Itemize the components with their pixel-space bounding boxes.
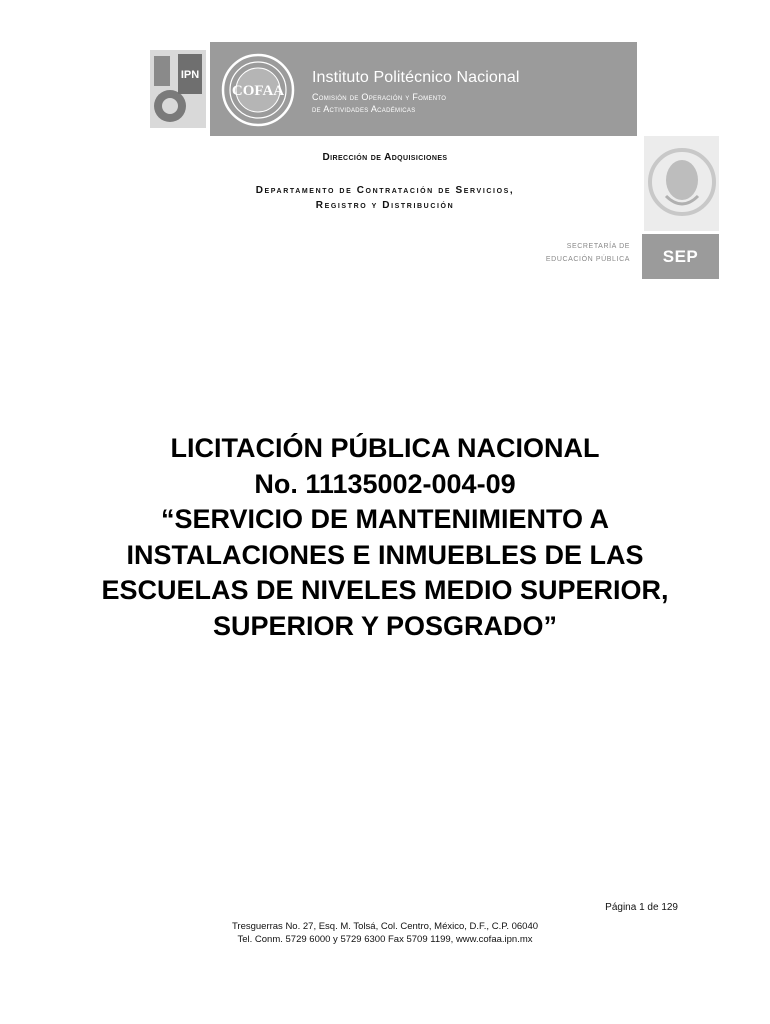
title-line-2: No. 11135002-004-09 <box>254 468 516 499</box>
title-line-4: INSTALACIONES E INMUEBLES DE LAS <box>126 539 644 570</box>
direction-heading: Dirección de Adquisiciones <box>322 152 448 163</box>
svg-text:COFAA: COFAA <box>231 83 285 99</box>
title-line-1: LICITACIÓN PÚBLICA NACIONAL <box>170 433 600 463</box>
department-line-2: Registro y Distribución <box>315 200 455 211</box>
secretaria-line-2: EDUCACIÓN PÚBLICA <box>545 256 630 263</box>
department-line-1: Departamento de Contratación de Servicios, <box>255 185 515 196</box>
document-title <box>0 431 770 644</box>
title-line-6: SUPERIOR Y POSGRADO” <box>212 610 558 641</box>
ipn-logo-area <box>50 42 210 136</box>
page-number: Página 1 de 129 <box>605 902 678 913</box>
sep-label: SEP <box>642 234 719 279</box>
header-banner <box>50 42 637 136</box>
institution-name: Instituto Politécnico Nacional <box>312 69 520 86</box>
commission-line-2: de Actividades Académicas <box>312 104 416 114</box>
footer-contact: Tel. Conm. 5729 6000 y 5729 6300 Fax 5709 1199, www.cofaa.ipn.mx <box>237 934 533 945</box>
secretaria-line-1: SECRETARÍA DE <box>566 243 630 250</box>
commission-line-1: Comisión de Operación y Fomento <box>312 92 447 102</box>
cofaa-logo-icon <box>218 52 298 128</box>
title-line-3: “SERVICIO DE MANTENIMIENTO A <box>160 504 610 534</box>
footer-address: Tresguerras No. 27, Esq. M. Tolsá, Col. Centro, México, D.F., C.P. 06040 <box>231 921 539 932</box>
title-line-5: ESCUELAS DE NIVELES MEDIO SUPERIOR, <box>101 575 669 605</box>
ipn-logo-icon <box>148 46 208 132</box>
svg-text:IPN: IPN <box>180 69 200 81</box>
mexico-seal-icon <box>644 136 719 231</box>
